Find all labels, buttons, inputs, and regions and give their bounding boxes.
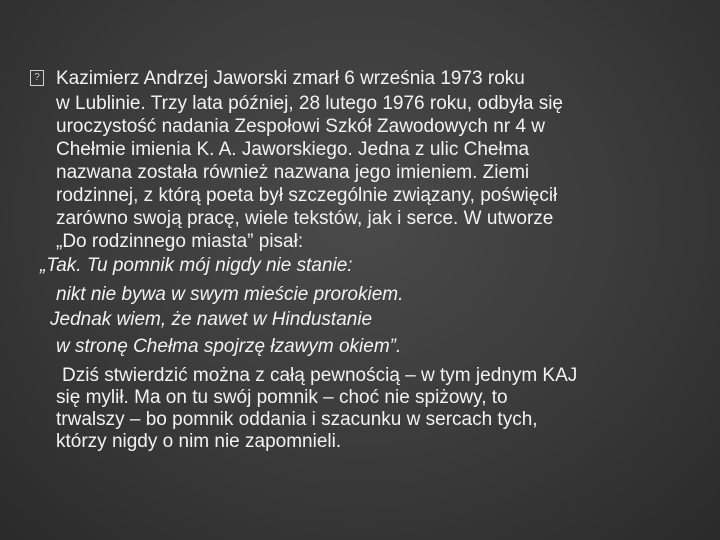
quote-line: nikt nie bywa w swym mieście prorokiem.	[56, 284, 404, 305]
text-line: rodzinnej, z którą poeta był szczególnie związany, poświęcił	[56, 185, 558, 206]
text-line: nazwana została również nazwana jego imieniem. Ziemi	[56, 162, 530, 183]
text-line: Kazimierz Andrzej Jaworski zmarł 6 września 1973 roku	[56, 68, 525, 89]
quote-line: „Tak. Tu pomnik mój nigdy nie stanie:	[40, 255, 353, 276]
text-line: Chełmie imienia K. A. Jaworskiego. Jedna z ulic Chełma	[56, 139, 530, 160]
text-line: którzy nigdy o nim nie zapomnieli.	[56, 431, 342, 452]
quote-line: Jednak wiem, że nawet w Hindustanie	[50, 309, 373, 330]
text-line: uroczystość nadania Zespołowi Szkół Zawodowych nr 4 w	[56, 116, 545, 137]
bullet-icon: ?	[30, 70, 44, 86]
text-line: w Lublinie. Trzy lata później, 28 lutego 1976 roku, odbyła się	[56, 93, 563, 114]
text-line: Dziś stwierdzić można z całą pewnością – w tym jednym KAJ	[62, 365, 578, 386]
text-line: zarówno swoją pracę, wiele tekstów, jak i serce. W utworze	[56, 208, 554, 229]
text-line: się mylił. Ma on tu swój pomnik – choć nie spiżowy, to	[56, 387, 508, 408]
text-line: „Do rodzinnego miasta” pisał:	[56, 231, 304, 252]
text-line: trwalszy – bo pomnik oddania i szacunku w sercach tych,	[56, 409, 538, 430]
quote-line: w stronę Chełma spojrzę łzawym okiem”.	[56, 336, 402, 357]
